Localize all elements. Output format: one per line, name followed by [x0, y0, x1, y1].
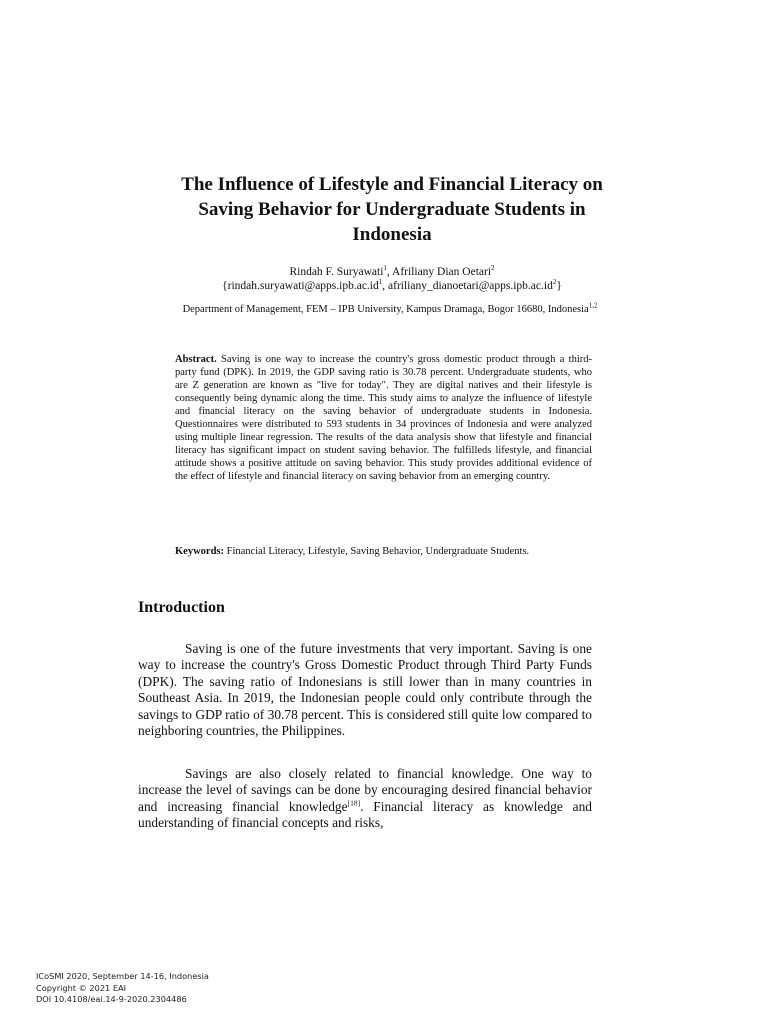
citation-ref: [18] [347, 798, 361, 808]
section-heading-introduction: Introduction [138, 599, 225, 616]
author-names [150, 265, 634, 279]
keywords [175, 545, 592, 558]
abstract-text: Saving is one way to increase the country's gross domestic product through a third- party fund (DPK). In 2019, the GDP saving ratio is 30.78 percent. Undergraduate students, who are Z generation are known as "live for today". They are digital natives and their lifestyle is consequently being dynamic along the time. This study aims to analyze the influence of lifestyle and financial literacy on the saving behavior of undergraduate students in Indonesia. Questionnaires were distributed to 593 students in 34 provinces of Indonesia and were analyzed using multiple linear regression. The results of the data analysis show that lifestyle and financial literacy has significant impact on student saving behavior. The fulfilleds lifestyle, and financial attitude shows a positive attitude on saving behavior. This study provides additional evidence of the effect of lifestyle and financial literacy on saving behavior from an emerging country. [175, 354, 592, 482]
emails-close: } [556, 280, 562, 292]
author-2: Afriliany Dian Oetari [392, 266, 492, 278]
title-line-1: The Influence of Lifestyle and Financial Literacy on [181, 174, 603, 195]
affiliation-sup: 1,2 [588, 301, 598, 310]
title-line-2: Saving Behavior for Undergraduate Students in [198, 199, 586, 220]
title-line-3: Indonesia [352, 224, 432, 245]
footer-conference: ICoSMI 2020, September 14-16, Indonesia [36, 971, 209, 981]
author-1: Rindah F. Suryawati [289, 266, 384, 278]
emails-middle: , afriliany_dianoetari@apps.ipb.ac.id [382, 280, 553, 292]
introduction-paragraph-2 [138, 766, 592, 832]
author-1-sup: 1 [383, 264, 387, 273]
footer-copyright: Copyright © 2021 EAI [36, 982, 127, 993]
email-2-sup: 2 [552, 278, 557, 287]
abstract-label: Abstract. [175, 354, 217, 365]
page-footer [36, 971, 209, 1006]
footer-doi: DOI 10.4108/eai.14-9-2020.2304486 [36, 994, 187, 1004]
paragraph-2-text [138, 766, 592, 832]
author-2-sup: 2 [491, 264, 495, 273]
paragraph-1-text: Saving is one of the future investments that very important. Saving is one way to increase the country's Gross Domestic Product through Third Party Funds (DPK). The saving ratio of Indonesians is still lower than in many countries in Southeast Asia. In 2019, the Indonesian people could only contribute through the savings to GDP ratio of 30.78 percent. This is considered still quite low compared to neighboring countries, the Philippines. [138, 641, 592, 739]
author-block [150, 265, 634, 293]
emails-open: {rindah.suryawati@apps.ipb.ac.id [222, 280, 379, 292]
introduction-paragraph-1 [138, 641, 592, 739]
email-1-sup: 1 [378, 278, 383, 287]
author-separator: , [386, 266, 393, 278]
paragraph-2-before-ref: Savings are also closely related to financial knowledge. One way to increase the level of savings can be done by encouraging desired financial behavior and increasing financial knowledge [138, 766, 592, 814]
paper-title [150, 172, 634, 247]
paragraph-2-after-ref: . Financial literacy as knowledge and understanding of financial concepts and risks, [138, 798, 592, 831]
abstract [175, 353, 592, 483]
affiliation-text: Department of Management, FEM – IPB University, Kampus Dramaga, Bogor 16680, Indonesia [182, 304, 589, 315]
affiliation [130, 303, 650, 317]
keywords-label: Keywords: [175, 546, 224, 557]
author-emails [150, 279, 634, 293]
keywords-text: Financial Literacy, Lifestyle, Saving Behavior, Undergraduate Students. [224, 546, 530, 557]
